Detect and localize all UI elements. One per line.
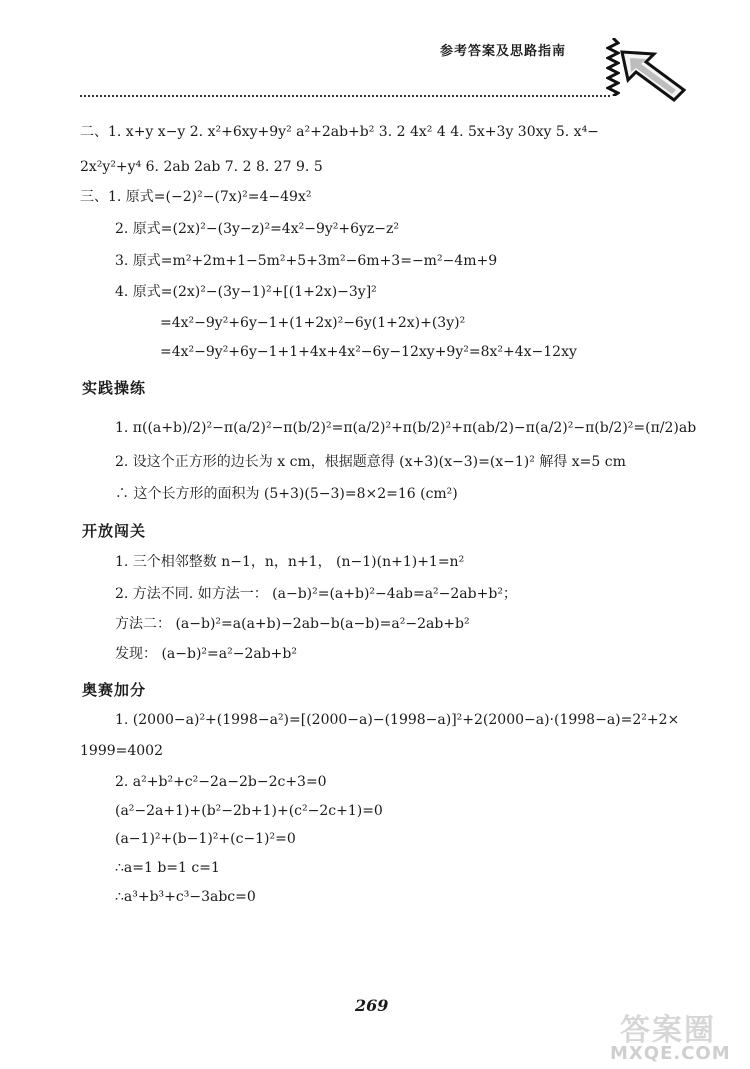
- section-3-line-2: 2. 原式=(2x)²−(3y−z)²=4x²−9y²+6yz−z²: [115, 221, 400, 237]
- watermark-logo: [600, 1005, 750, 1067]
- section-3-line-1: 三、1. 原式=(−2)²−(7x)²=4−49x²: [80, 189, 312, 205]
- section-3-line-6: =4x²−9y²+6y−1+1+4x+4x²−6y−12xy+9y²=8x²+4x−12xy: [160, 344, 577, 360]
- zigzag-border-icon: [606, 38, 620, 96]
- olympiad-line-4: (a²−2a+1)+(b²−2b+1)+(c²−2c+1)=0: [115, 803, 383, 819]
- explore-line-2: 2. 方法不同. 如方法一： (a−b)²=(a+b)²−4ab=a²−2ab+b²；: [115, 586, 517, 602]
- olympiad-line-3: 2. a²+b²+c²−2a−2b−2c+3=0: [115, 774, 327, 790]
- section-3-line-3: 3. 原式=m²+2m+1−5m²+5+3m²−6m+3=−m²−4m+9: [115, 253, 498, 269]
- practice-heading: 实践操练: [82, 379, 147, 397]
- olympiad-line-2: 1999=4002: [80, 743, 163, 759]
- practice-line-2: 2. 设这个正方形的边长为 x cm，根据题意得 (x+3)(x−3)=(x−1)² 解得 x=5 cm: [115, 454, 626, 470]
- olympiad-heading: 奥赛加分: [82, 681, 147, 699]
- explore-line-1: 1. 三个相邻整数 n−1，n，n+1， (n−1)(n+1)+1=n²: [115, 554, 465, 570]
- watermark-text-top: 答案圈: [620, 1013, 716, 1048]
- watermark-text-bottom: MXQE.COM: [610, 1043, 731, 1064]
- page-number: 269: [355, 996, 389, 1015]
- section-3-line-4: 4. 原式=(2x)²−(3y−1)²+[(1+2x)−3y]²: [115, 284, 377, 300]
- explore-line-4: 发现： (a−b)²=a²−2ab+b²: [115, 646, 297, 662]
- arrow-up-left-icon: [620, 50, 688, 102]
- explore-heading: 开放闯关: [82, 522, 147, 540]
- practice-line-1: 1. π((a+b)/2)²−π(a/2)²−π(b/2)²=π(a/2)²+π(b/2)²+π(ab/2)−π(a/2)²−π(b/2)²=(π/2)ab: [115, 420, 697, 436]
- olympiad-line-5: (a−1)²+(b−1)²+(c−1)²=0: [115, 831, 296, 847]
- olympiad-line-6: ∴a=1 b=1 c=1: [115, 860, 220, 876]
- section-3-line-5: =4x²−9y²+6y−1+(1+2x)²−6y(1+2x)+(3y)²: [160, 315, 466, 331]
- header-title: 参考答案及思路指南: [440, 44, 567, 59]
- header-dotted-rule: [80, 95, 610, 97]
- section-2-line-2: 2x²y²+y⁴ 6. 2ab 2ab 7. 2 8. 27 9. 5: [80, 159, 323, 175]
- olympiad-line-1: 1. (2000−a)²+(1998−a²)=[(2000−a)−(1998−a)]²+2(2000−a)·(1998−a)=2²+2×: [115, 712, 680, 728]
- olympiad-line-7: ∴a³+b³+c³−3abc=0: [115, 889, 256, 905]
- section-2-line-1: 二、1. x+y x−y 2. x²+6xy+9y² a²+2ab+b² 3. 2 4x² 4 4. 5x+3y 30xy 5. x⁴−: [80, 124, 599, 140]
- explore-line-3: 方法二： (a−b)²=a(a+b)−2ab−b(a−b)=a²−2ab+b²: [115, 616, 470, 632]
- practice-line-3: ∴ 这个长方形的面积为 (5+3)(5−3)=8×2=16 (cm²): [115, 486, 458, 502]
